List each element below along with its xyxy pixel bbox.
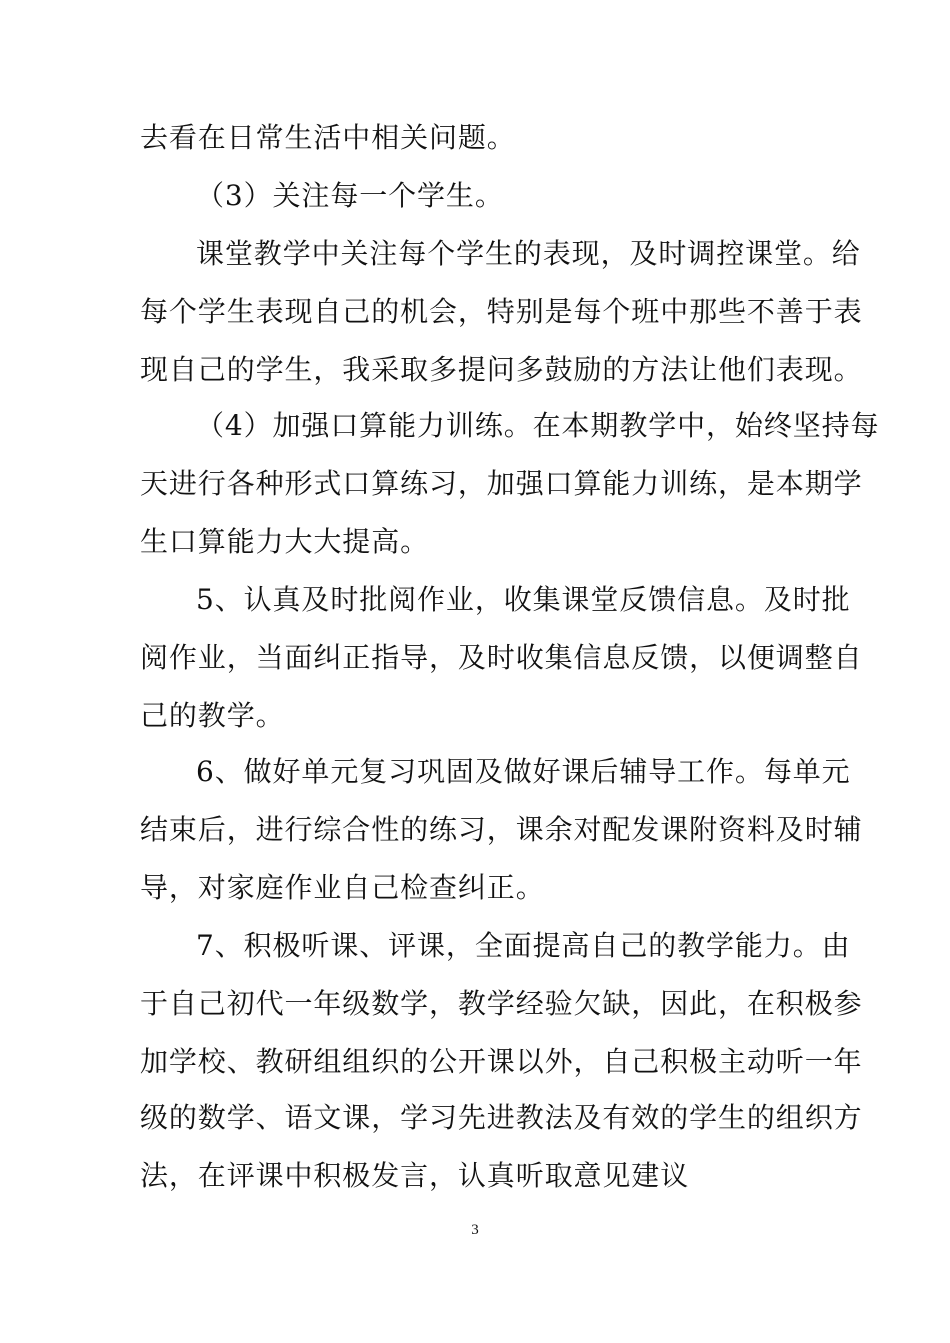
paragraph-line: 导，对家庭作业自己检查纠正。 xyxy=(140,871,545,904)
paragraph-line: 己的教学。 xyxy=(140,699,285,732)
section-heading: 6、做好单元复习巩固及做好课后辅导工作。每单元 xyxy=(196,755,851,788)
paragraph-line: 现自己的学生，我采取多提问多鼓励的方法让他们表现。 xyxy=(140,353,863,386)
paragraph-line: 加学校、教研组组织的公开课以外，自己积极主动听一年 xyxy=(140,1045,863,1078)
page-number: 3 xyxy=(471,1222,479,1238)
paragraph-line: 阅作业，当面纠正指导，及时收集信息反馈，以便调整自 xyxy=(140,641,863,674)
section-heading: 7、积极听课、评课，全面提高自己的教学能力。由 xyxy=(196,929,851,962)
section-heading: （4）加强口算能力训练。在本期教学中，始终坚持每 xyxy=(196,409,880,442)
paragraph-line: 于自己初代一年级数学，教学经验欠缺，因此，在积极参 xyxy=(140,987,863,1020)
paragraph-line: 生口算能力大大提高。 xyxy=(140,525,430,558)
paragraph-line: 天进行各种形式口算练习，加强口算能力训练，是本期学 xyxy=(140,467,863,500)
paragraph-line: 级的数学、语文课，学习先进教法及有效的学生的组织方 xyxy=(140,1101,863,1134)
paragraph-line: 去看在日常生活中相关问题。 xyxy=(140,121,516,154)
paragraph-line: 结束后，进行综合性的练习，课余对配发课附资料及时辅 xyxy=(140,813,863,846)
section-heading: 5、认真及时批阅作业，收集课堂反馈信息。及时批 xyxy=(196,583,851,616)
paragraph-line: 法，在评课中积极发言，认真听取意见建议 xyxy=(140,1159,690,1192)
paragraph-line: 课堂教学中关注每个学生的表现，及时调控课堂。给 xyxy=(196,237,861,270)
paragraph-line: 每个学生表现自己的机会，特别是每个班中那些不善于表 xyxy=(140,295,863,328)
section-heading: （3）关注每一个学生。 xyxy=(196,179,504,212)
